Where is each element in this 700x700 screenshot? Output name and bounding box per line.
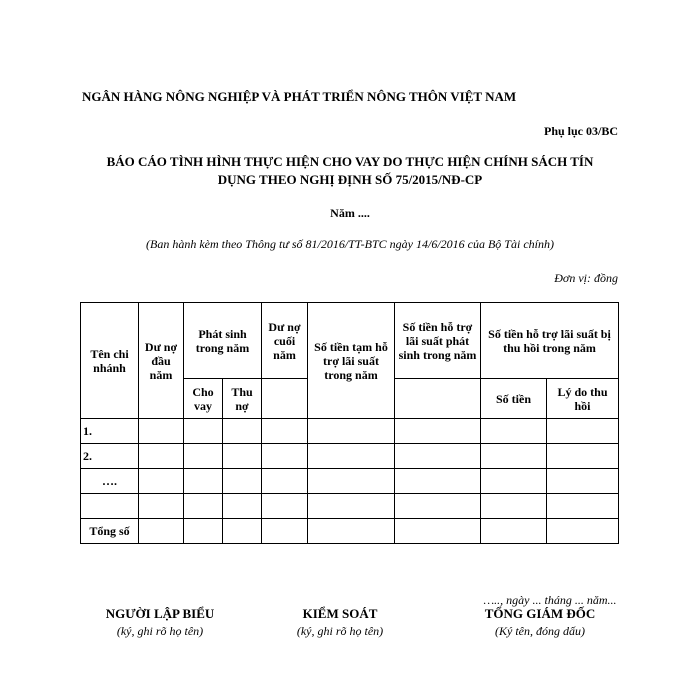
header-support-arising: Số tiền hỗ trợ lãi suất phát sinh trong năm xyxy=(395,303,481,379)
table-row xyxy=(81,419,619,444)
row-label xyxy=(81,494,139,519)
preparer-note: (ký, ghi rõ họ tên) xyxy=(116,624,204,638)
row-label: 2. xyxy=(81,444,139,469)
issued-by-note: (Ban hành kèm theo Thông tư số 81/2016/TT-BTC ngày 14/6/2016 của Bộ Tài chính) xyxy=(146,237,554,251)
table-row xyxy=(81,444,619,469)
header-opening-debt: Dư nợ đầu năm xyxy=(139,303,184,419)
director-title: TỔNG GIÁM ĐỐC xyxy=(484,606,596,621)
total-row xyxy=(81,519,619,544)
bank-name: NGÂN HÀNG NÔNG NGHIỆP VÀ PHÁT TRIỂN NÔNG THÔN VIỆT NAM xyxy=(82,89,517,104)
header-closing-debt: Dư nợ cuối năm xyxy=(262,303,308,379)
director-note: (Ký tên, đóng dấu) xyxy=(495,624,585,638)
header-recovered-amount: Số tiền xyxy=(481,379,547,419)
header-advance-support: Số tiền tạm hỗ trợ lãi suất trong năm xyxy=(308,303,395,419)
header-closing-debt-blank xyxy=(262,379,308,419)
preparer-signature xyxy=(80,606,240,639)
table-row xyxy=(81,494,619,519)
header-support-arising-blank xyxy=(395,379,481,419)
header-arising-collect: Thu nợ xyxy=(223,379,262,419)
total-label: Tổng số xyxy=(81,519,139,544)
report-title-line-1: BÁO CÁO TÌNH HÌNH THỰC HIỆN CHO VAY DO THỰC HIỆN CHÍNH SÁCH TÍN xyxy=(106,154,594,169)
controller-signature xyxy=(260,606,420,639)
header-arising-lend: Cho vay xyxy=(184,379,223,419)
row-label: …. xyxy=(81,469,139,494)
header-recovered-reason: Lý do thu hồi xyxy=(547,379,619,419)
header-arising: Phát sinh trong năm xyxy=(184,303,262,379)
controller-note: (ký, ghi rõ họ tên) xyxy=(296,624,384,638)
header-branch: Tên chi nhánh xyxy=(81,303,139,419)
appendix-label: Phụ lục 03/BC xyxy=(543,124,618,138)
date-line: ….., ngày ... tháng ... năm... xyxy=(483,593,617,607)
preparer-title: NGƯỜI LẬP BIỂU xyxy=(105,606,215,621)
report-table xyxy=(80,302,619,544)
row-label: 1. xyxy=(81,419,139,444)
report-title xyxy=(82,153,618,189)
header-recovered: Số tiền hỗ trợ lãi suất bị thu hồi trong năm xyxy=(481,303,619,379)
currency-unit: Đơn vị: đồng xyxy=(554,271,618,285)
table-row xyxy=(81,469,619,494)
report-title-line-2: DỤNG THEO NGHỊ ĐỊNH SỐ 75/2015/NĐ-CP xyxy=(217,172,483,187)
controller-title: KIỂM SOÁT xyxy=(302,606,378,621)
report-year: Năm .... xyxy=(330,206,370,220)
director-signature xyxy=(450,606,630,639)
